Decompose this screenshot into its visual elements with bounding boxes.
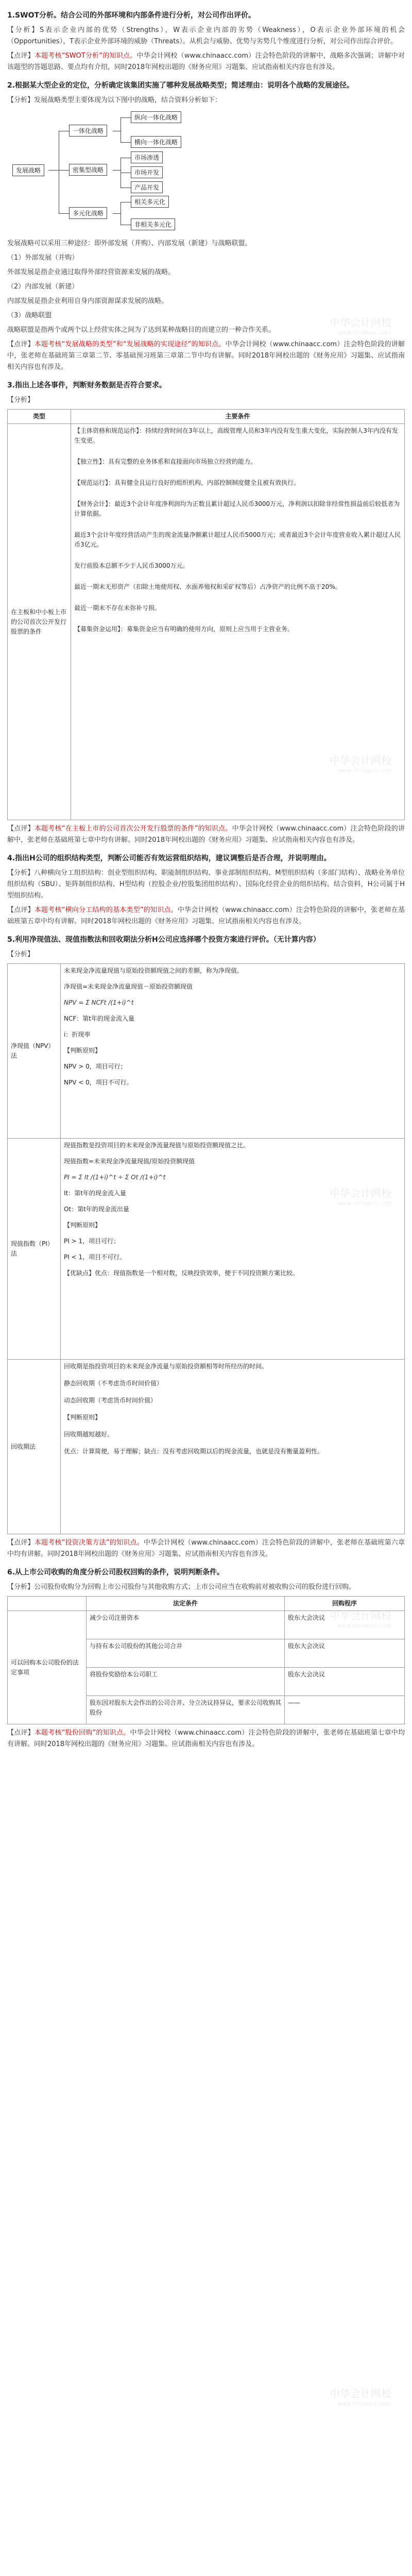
table-cell: 股东大会决议: [285, 1668, 405, 1696]
answer-text: （3）战略联盟: [7, 312, 52, 319]
comment-text: 中华会计网校（www.chinaacc.com）注会特色阶段的讲解中，张老师在基础班第七章中均有讲解。同时2018年网校出题的《财务应用》习题集、应试指南相关内容也有涉及。: [7, 825, 405, 844]
tree-root: 发展战略: [12, 164, 44, 176]
question-title: 3.指出上述各事件，判断财务数据是否符合要求。: [7, 381, 167, 389]
answer-text: 外部发展是指企业通过取得外部经营资源来发展的战略。: [7, 268, 175, 276]
table-header-cell: 主要条件: [71, 410, 405, 424]
method-line: 现值指数是投资项目的未来现金净流量现值与原始投资额现值之比。: [64, 1142, 250, 1149]
answer-text: 内部发展是指企业利用自身内部资源谋求发展的战略。: [7, 297, 168, 305]
tree-leaf: 市场渗透: [131, 151, 163, 163]
question-title: 2.根据某大型企业的定位，分析确定该集团实施了哪种发展战略类型；简述理由：说明各个战略的发展途径。: [7, 81, 354, 90]
tree-leaf: 相关多元化: [131, 196, 169, 208]
method-line: 动态回收期（考虑货币时间价值）: [64, 1397, 157, 1404]
condition-item: 最近3个会计年度经营活动产生的现金流量净额累计超过人民币5000万元；或者最近3个会计年度营业收入累计超过人民币3亿元。: [74, 531, 401, 548]
tree-connector: [113, 213, 121, 214]
condition-item: 最近一期末无形资产（扣除土地使用权、水面养殖权和采矿权等后）占净资产的比例不高于20%。: [74, 583, 341, 590]
table-cell: [61, 1360, 405, 1534]
method-line: 优点：计算简便，易于理解；缺点：没有考虑回收期以后的现金流量，也就是没有衡量盈利性。: [64, 1448, 324, 1455]
question-2: [7, 80, 405, 373]
table-cell: 股东大会决议: [285, 1611, 405, 1639]
answer-text: 【分析】公司股份收购分为回购上市公司股份与其他收购方式；上市公司应当在收购前对被收购公司的股份进行回购。: [7, 1583, 356, 1591]
method-line: NPV > 0，项目可行；: [64, 1063, 127, 1070]
method-line: 【优缺点】优点：现值指数是一个相对数，反映投资效率，便于不同投资额方案比较。: [64, 1269, 299, 1277]
table-row: [8, 1611, 405, 1639]
method-line: It：第t年的现金流入量: [64, 1190, 126, 1197]
table-row: [8, 1360, 405, 1534]
strategy-tree-diagram: [7, 110, 405, 234]
watermark: 中华会计网校 www.chinaacc.com: [330, 316, 391, 336]
comment-prefix: 【点评】: [7, 52, 35, 60]
tree-leaf: 非相关多元化: [131, 218, 175, 230]
watermark: 中华会计网校 www.chinaacc.com: [330, 1187, 391, 1207]
row-type: 在主板和中小板上市的公司首次公开发行股票的条件: [11, 608, 67, 635]
table-cell: 股东因对股东大会作出的公司合并、分立决议持异议，要求公司收购其股份: [87, 1696, 285, 1724]
comment-prefix: 【点评】: [7, 341, 35, 348]
method-line: 回收期越短越好。: [64, 1431, 114, 1438]
watermark: 中华会计网校 www.chinaacc.com: [330, 1609, 391, 1629]
condition-item: 【财务会计】：最近3个会计年度净利润均为正数且累计超过人民币3000万元，净利润以扣除非经常性损益前后较低者为计算依据。: [74, 500, 400, 517]
watermark: 中华会计网校 www.chinaacc.com: [330, 2387, 391, 2407]
tree-connector: [59, 213, 69, 214]
answer-text: （2）内部发展（新建）: [7, 283, 79, 291]
method-line: 净现值=未来现金净流量现值－原始投资额现值: [64, 983, 193, 990]
question-3: [7, 380, 405, 846]
formula: NPV = Σ NCFt /(1+i)^t: [64, 999, 134, 1006]
tree-leaf: 产品开发: [131, 181, 163, 193]
tree-leaf: 横向一体化战略: [131, 136, 181, 148]
investment-methods-table: [7, 963, 405, 1534]
condition-item: 【独立性】：具有完整的业务体系和直接面向市场独立经营的能力。: [74, 458, 257, 465]
question-title: 4.指出H公司的组织结构类型，判断公司能否有效运营组织结构，建议调整后是否合理，并说明理由。: [7, 854, 331, 862]
method-line: PI < 1，项目不可行。: [64, 1253, 126, 1261]
method-name: 现值指数（PI）法: [8, 1139, 61, 1360]
answer-text: 战略联盟是指两个或两个以上经营实体之间为了达到某种战略目的而建立的一种合作关系。: [7, 326, 276, 334]
table-cell: 减少公司注册资本: [87, 1611, 285, 1639]
tree-branch: 多元化战略: [69, 207, 107, 219]
comment-text: 中华会计网校（www.chinaacc.com）注会特色阶段的讲解中，张老师在基础班第七章中均有讲解。同时2018年网校出题的《财务应用》习题集、应试指南相关内容也有涉及。: [7, 1729, 405, 1748]
table-header-cell: [8, 1597, 87, 1611]
table-cell: 将股份奖励给本公司职工: [87, 1668, 285, 1696]
table-cell: 可以回购本公司股份的法定事项: [8, 1611, 87, 1724]
condition-item: 【规范运行】：具有健全且运行良好的组织机构，内部控制制度健全且被有效执行。: [74, 479, 300, 486]
tree-leaf: 市场开发: [131, 166, 163, 178]
comment-text: 中华会计网校（www.chinaacc.com）注会特色阶段的讲解中，张老师在基础班第三章第二节、零基础预习班第三章第二节中均有讲解。同时2018年网校出题的《财务应用》习题集、应试指南相关内容也有涉及。: [7, 341, 405, 371]
condition-item: 发行前股本总额不少于人民币3000万元。: [74, 562, 189, 569]
table-row: [8, 964, 405, 1139]
table-cell: [61, 964, 405, 1139]
table-header-row: [8, 1597, 405, 1611]
comment: [7, 823, 405, 846]
comment: [7, 1537, 405, 1560]
comment-prefix: 【点评】: [7, 1539, 35, 1547]
comment-text: 中华会计网校（www.chinaacc.com）注会特色阶段的讲解中，张老师在基础班第六章中均有讲解。同时2018年网校出题的《财务应用》习题集、应试指南相关内容也有涉及。: [7, 1539, 405, 1558]
comment: [7, 905, 405, 927]
question-6: [7, 1567, 405, 1750]
comment-link[interactable]: 本题考核“横向分工结构的基本类型”的知识点。: [34, 906, 178, 914]
method-line: 未来现金净流量现值与原始投资额现值之间的差额，称为净现值。: [64, 967, 244, 974]
table-header-cell: 类型: [8, 410, 71, 424]
question-5: [7, 935, 405, 1560]
question-4: [7, 853, 405, 927]
tree-branch: 一体化战略: [69, 125, 107, 137]
ipo-conditions-table: [7, 409, 405, 820]
method-line: NPV < 0，项目不可行。: [64, 1079, 133, 1086]
table-cell: [61, 1139, 405, 1360]
method-line: 【判断原则】: [64, 1414, 101, 1421]
question-1: [7, 10, 405, 73]
table-cell: [8, 424, 71, 820]
comment-text: 中华会计网校（www.chinaacc.com）注会特色阶段的讲解中，张老师在基础班第五章中均有讲解。同时2018年网校出题的《财务应用》习题集、应试指南相关内容也有涉及。: [7, 906, 405, 925]
comment-prefix: 【点评】: [7, 1729, 35, 1737]
comment-text: 中华会计网校（www.chinaacc.com）注会特色阶段的讲解中，战略多次强调；讲解中对该题型的答题思路、要点均有介绍，同时2018年网校出题的《财务应用》习题集、应试指南相关内容也有涉及。: [7, 52, 405, 71]
method-line: Ot：第t年的现金流出量: [64, 1206, 129, 1213]
table-row: [8, 1139, 405, 1360]
table-cell: ——: [285, 1696, 405, 1724]
watermark: 中华会计网校 www.chinaacc.com: [330, 754, 391, 774]
formula: PI = Σ It /(1+i)^t ÷ Σ Ot /(1+i)^t: [64, 1174, 166, 1181]
method-line: 现值指数=未来现金净流量现值/原始投资额现值: [64, 1158, 195, 1165]
table-row: [8, 424, 405, 820]
condition-item: 【主体资格和规范运作】：持续经营时间在3年以上，高级管理人员和3年内没有发生重大变化，实际控制人3年内没有发生变更。: [74, 427, 398, 444]
tree-leaf: 纵向一体化战略: [131, 111, 181, 123]
method-line: 回收期是指投资项目的未来现金净流量与原始投资额相等时所经历的时间。: [64, 1363, 268, 1370]
comment-link[interactable]: 本题考核“SWOT分析”的知识点。: [34, 52, 137, 60]
comment-link[interactable]: 本题考核“投资决策方法”的知识点。: [34, 1539, 144, 1547]
answer-label: 【分析】: [7, 396, 35, 404]
table-header-cell: 回购程序: [285, 1597, 405, 1611]
answer-text: （1）外部发展（并购）: [7, 254, 79, 262]
tree-connector: [48, 170, 59, 171]
method-line: NCF：第t年的现金流入量: [64, 1015, 134, 1022]
method-name: 净现值（NPV）法: [8, 964, 61, 1139]
table-cell: [71, 424, 405, 820]
tree-connector: [121, 117, 131, 118]
answer-label: 【分析】: [7, 951, 35, 958]
tree-branch: 密集型战略: [69, 164, 107, 176]
comment-link[interactable]: 本题考核“在主板上市的公司首次公开发行股票的条件”的知识点。: [34, 825, 232, 833]
method-line: PI > 1，项目可行；: [64, 1238, 120, 1245]
comment: [7, 50, 405, 73]
method-line: 静态回收期（不考虑货币时间价值）: [64, 1380, 163, 1387]
tree-connector: [121, 142, 131, 143]
method-line: i：折现率: [64, 1031, 91, 1038]
table-header-row: [8, 410, 405, 424]
share-repurchase-table: [7, 1596, 405, 1724]
comment-prefix: 【点评】: [7, 906, 35, 914]
method-line: 【判断原则】: [64, 1047, 101, 1054]
question-title: 1.SWOT分析。结合公司的外部环境和内部条件进行分析，对公司作出评价。: [7, 11, 256, 20]
table-cell: 与持有本公司股份的其他公司合并: [87, 1639, 285, 1668]
question-title: 5.利用净现值法、现值指数法和回收期法分析H公司应选择哪个投资方案进行评价。（无计算内容）: [7, 936, 320, 944]
table-cell: 股东大会决议: [285, 1639, 405, 1668]
condition-item: 【募集资金运用】：募集资金应当有明确的使用方向，原则上应当用于主营业务。: [74, 625, 294, 633]
method-line: 【判断原则】: [64, 1222, 101, 1229]
answer-text: 发展战略可以采用三种途径：即外部发展（并购）、内部发展（新建）与战略联盟。: [7, 240, 252, 247]
table-header-cell: 法定条件: [87, 1597, 285, 1611]
tree-connector: [59, 170, 69, 171]
condition-item: 最近一期末不存在未弥补亏损。: [74, 604, 161, 612]
comment: [7, 339, 405, 373]
tree-connector: [113, 170, 121, 171]
comment-link[interactable]: 本题考核“股份回购”的知识点。: [34, 1729, 130, 1737]
question-title: 6.从上市公司收购的角度分析公司股权回购的条件，说明判断条件。: [7, 1568, 225, 1577]
method-name: 回收期法: [8, 1360, 61, 1534]
answer-text: 【分析】八种横向分工组织结构：创业型组织结构、职能制组织结构、事业部制组织结构、M型组织结构（多部门结构）、战略业务单位组织结构（SBU）、矩阵制组织结构、H型结构（控股企业/控股集团组织结构）、国际化经营企业的组织结构。结合资料，H公司属于H型组织结构。: [7, 869, 405, 900]
comment: [7, 1727, 405, 1750]
comment-link[interactable]: 本题考核“发展战略的类型”和“发展战略的实现途径”的知识点。: [34, 341, 226, 348]
answer-text: 【分析】S表示企业内部的优势（Strengths），W表示企业内部的劣势（Weakness），O表示企业外部环境的机会（Opportunities），T表示企业外部环境的威胁（Threats）。从机会与威胁、优势与劣势几个维度进行分析，对公司作出综合评价。: [7, 26, 405, 45]
answer-intro: 【分析】发展战略类型主要体现为以下图中的战略，结合资料分析如下：: [7, 96, 222, 104]
comment-prefix: 【点评】: [7, 825, 35, 833]
